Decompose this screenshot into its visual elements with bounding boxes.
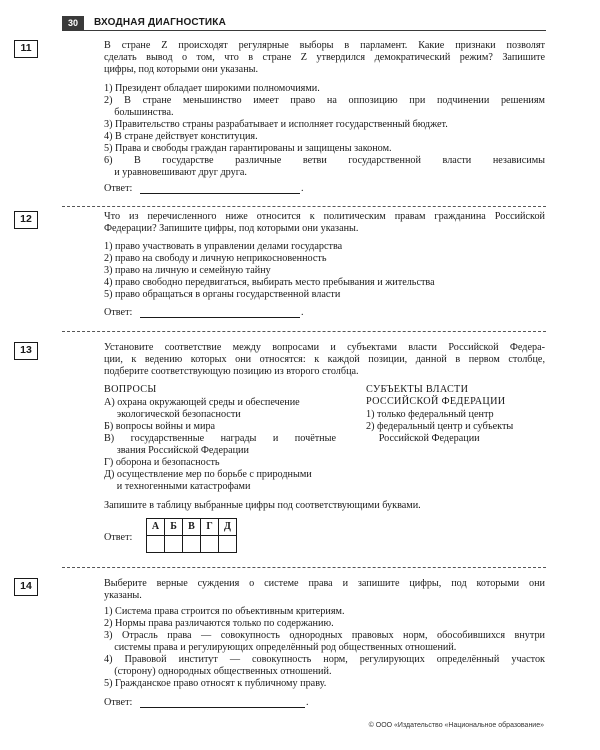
task-12-answer-field[interactable] — [140, 317, 300, 318]
right-column-heading: СУБЪЕКТЫ ВЛАСТИ — [366, 384, 469, 395]
task-14-answer-field[interactable] — [140, 707, 305, 708]
right-column-item: 1) только федеральный центр — [366, 409, 494, 420]
task-11-question-line: сделать вывод о том, что в стране Z утвердился демократический режим? Запишите — [104, 52, 545, 63]
page-number: 30 — [62, 16, 84, 30]
task-14-answer-label: Ответ: — [104, 697, 133, 708]
task-12-option: 1) право участвовать в управлении делами государства — [104, 241, 343, 252]
answer-table-header: Б — [165, 519, 183, 536]
page-header — [0, 0, 600, 30]
right-column-item: 2) федеральный центр и субъекты — [366, 421, 514, 432]
task-number-14: 14 — [14, 578, 38, 596]
answer-table-cell[interactable] — [201, 536, 219, 553]
task-11-option: большинства. — [104, 107, 174, 118]
task-14-option: 1) Система права строится по объективным критериям. — [104, 606, 345, 617]
left-column-heading: ВОПРОСЫ — [104, 384, 157, 395]
left-column-item: В) государственные награды и почётные — [104, 433, 336, 444]
header-title: ВХОДНАЯ ДИАГНОСТИКА — [94, 17, 227, 28]
task-14-option: (сторону) однородных общественных отношений. — [104, 666, 332, 677]
right-column-heading: РОССИЙСКОЙ ФЕДЕРАЦИИ — [366, 396, 506, 407]
task-14-option: 5) Гражданское право относят к публичному праву. — [104, 678, 327, 689]
task-12-option: 5) право обращаться в органы государственной власти — [104, 289, 341, 300]
task-14-option: 4) Правовой институт — совокупность норм, регулирующих определённый участок — [104, 654, 545, 665]
answer-table-header: А — [147, 519, 165, 536]
left-column-item: звания Российской Федерации — [104, 445, 249, 456]
task-13-question-line: Установите соответствие между вопросами и субъектами власти Российской Федера- — [104, 342, 545, 353]
answer-table-cell[interactable] — [147, 536, 165, 553]
answer-table-header: Г — [201, 519, 219, 536]
left-column-item: А) охрана окружающей среды и обеспечение — [104, 397, 300, 408]
task-number-13: 13 — [14, 342, 38, 360]
task-11-answer-label: Ответ: — [104, 183, 133, 194]
task-12-option: 4) право свободно передвигаться, выбирать место пребывания и жительства — [104, 277, 435, 288]
separator — [62, 331, 546, 332]
left-column-item: Д) осуществление мер по борьбе с природными — [104, 469, 312, 480]
task-14-option: системы права и регулирующих определённый род общественных отношений. — [104, 642, 457, 653]
answer-table-header: Д — [219, 519, 237, 536]
task-11-answer-field[interactable] — [140, 193, 300, 194]
task-number-12: 12 — [14, 211, 38, 229]
task-14-option: 3) Отрасль права — совокупность однородных правовых норм, обособившихся внутри — [104, 630, 545, 641]
left-column-item: экологической безопасности — [104, 409, 241, 420]
task-11-option: 5) Права и свободы граждан гарантированы и защищены законом. — [104, 143, 392, 154]
task-11-option: и уравновешивают друг друга. — [104, 167, 247, 178]
separator — [62, 206, 546, 207]
task-12-answer-label: Ответ: — [104, 307, 133, 318]
separator — [62, 567, 546, 568]
task-13-answer-label: Ответ: — [104, 532, 133, 543]
footer-copyright: © ООО «Издательство «Национальное образование» — [368, 722, 544, 729]
task-11-option: 4) В стране действует конституция. — [104, 131, 258, 142]
task-11-question-line: цифры, под которыми они указаны. — [104, 64, 259, 75]
task-12-option: 3) право на личную и семейную тайну — [104, 265, 271, 276]
answer-table-cell[interactable] — [165, 536, 183, 553]
task-14-question-line: Выберите верные суждения о системе права и запишите цифры, под которыми они — [104, 578, 545, 589]
task-13-question-line: подберите соответствующую позицию из второго столбца. — [104, 366, 359, 377]
answer-table-cell[interactable] — [219, 536, 237, 553]
task-11-option: 3) Правительство страны разрабатывает и исполняет государственный бюджет. — [104, 119, 448, 130]
task-13-instruction: Запишите в таблицу выбранные цифры под соответствующими буквами. — [104, 500, 421, 511]
task-12-question-line: Федерации? Запишите цифры, под которыми они указаны. — [104, 223, 359, 234]
answer-table-cell[interactable] — [183, 536, 201, 553]
task-number-11: 11 — [14, 40, 38, 58]
task-11-option: 6) В государстве различные ветви государственной власти независимы — [104, 155, 545, 166]
task-12-question-line: Что из перечисленного ниже относится к политическим правам гражданина Российской — [104, 211, 545, 222]
left-column-item: Г) оборона и безопасность — [104, 457, 220, 468]
task-14-option: 2) Нормы права различаются только по содержанию. — [104, 618, 334, 629]
left-column-item: Б) вопросы войны и мира — [104, 421, 216, 432]
right-column-item: Российской Федерации — [366, 433, 480, 444]
left-column-item: и техногенными катастрофами — [104, 481, 251, 492]
task-12-option: 2) право на свободу и личную неприкосновенность — [104, 253, 327, 264]
task-13-question-line: ции, к ведению которых они относятся: к каждой позиции, данной в первом столбце, — [104, 354, 545, 365]
task-11-option: 1) Президент обладает широкими полномочиями. — [104, 83, 320, 94]
answer-table — [146, 518, 237, 553]
header-rule — [62, 30, 546, 31]
task-14-question-line: указаны. — [104, 590, 142, 601]
task-11-question-line: В стране Z происходят регулярные выборы в парламент. Какие признаки позволят — [104, 40, 545, 51]
answer-table-header: В — [183, 519, 201, 536]
task-11-option: 2) В стране меньшинство имеет право на оппозицию при подчинении решениям — [104, 95, 545, 106]
